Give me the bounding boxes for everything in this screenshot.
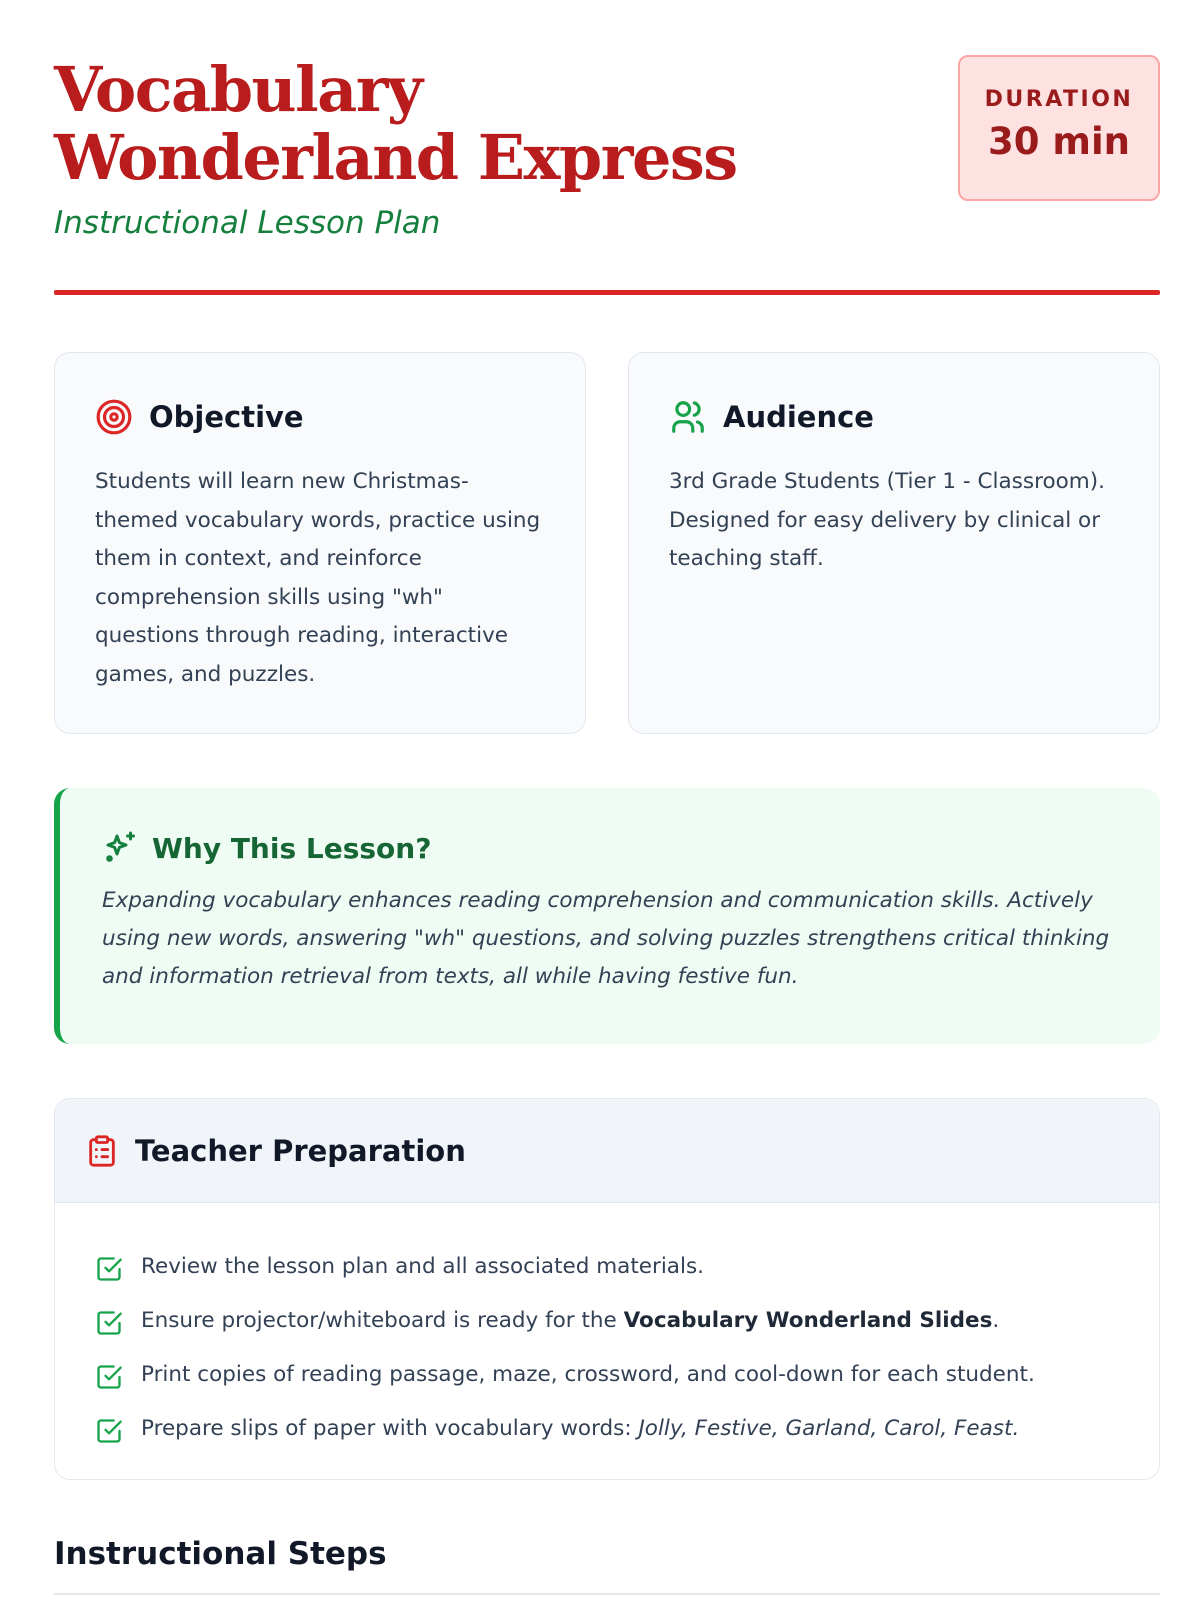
audience-header [669, 397, 1119, 437]
checkbox-checked-icon [95, 1417, 123, 1445]
objective-title: Objective [149, 400, 304, 434]
audience-text: 3rd Grade Students (Tier 1 - Classroom). Designed for easy delivery by clinical or teaching staff. [669, 469, 1105, 571]
clipboard-list-icon [85, 1134, 119, 1168]
lesson-header [54, 0, 1160, 300]
checkbox-checked-icon [95, 1255, 123, 1283]
objective-text: Students will learn new Christmas-themed vocabulary words, practice using them in context, and reinforce comprehension skills using "wh" questions through reading, interactive games, and puzzles. [95, 469, 541, 687]
list-item [95, 1347, 1119, 1401]
duration-badge [958, 55, 1160, 201]
slides-name: Vocabulary Wonderland Slides [623, 1307, 993, 1333]
duration-value: 30 min [988, 120, 1130, 163]
prep-checklist [55, 1203, 1159, 1455]
section-divider [54, 1593, 1160, 1595]
why-text: Expanding vocabulary enhances reading comprehension and communication skills. Actively using new words, answering "wh" questions, and solving puzzles strengthens critical thinking and information retrieval from texts, all while having festive fun. [102, 888, 1110, 989]
section-title-instructional-steps: Instructional Steps [54, 1536, 387, 1572]
header-divider [54, 290, 1160, 295]
list-item-text: Print copies of reading passage, maze, crossword, and cool-down for each student. [141, 1361, 1035, 1387]
list-item [95, 1239, 1119, 1293]
objective-card [54, 352, 586, 734]
list-item [95, 1293, 1119, 1347]
checkbox-checked-icon [95, 1309, 123, 1337]
duration-label: DURATION [984, 87, 1134, 112]
why-title: Why This Lesson? [152, 831, 432, 865]
audience-title: Audience [723, 400, 874, 434]
objective-header [95, 397, 545, 437]
target-icon [95, 398, 133, 436]
prep-title: Teacher Preparation [135, 1133, 466, 1168]
list-item-text [141, 1416, 1019, 1441]
list-item-text [141, 1308, 999, 1333]
page-title: Vocabulary Wonderland Express [54, 53, 737, 194]
list-item-prefix: Ensure projector/whiteboard is ready for the [141, 1307, 624, 1333]
why-header [102, 828, 1116, 868]
checkbox-checked-icon [95, 1363, 123, 1391]
sparkles-icon [102, 830, 138, 866]
teacher-preparation-panel [54, 1098, 1160, 1480]
why-this-lesson-callout [54, 788, 1160, 1044]
users-icon [669, 398, 707, 436]
prep-header [55, 1099, 1159, 1203]
audience-card [628, 352, 1160, 734]
lesson-plan-page [54, 0, 1160, 1572]
info-cards [54, 352, 1160, 734]
vocabulary-words: Jolly, Festive, Garland, Carol, Feast. [638, 1415, 1020, 1441]
list-item-suffix: . [992, 1307, 1000, 1333]
list-item [95, 1401, 1119, 1455]
list-item-prefix: Prepare slips of paper with vocabulary words: [141, 1415, 639, 1441]
page-subtitle: Instructional Lesson Plan [54, 205, 441, 241]
list-item-text: Review the lesson plan and all associated materials. [141, 1253, 704, 1279]
